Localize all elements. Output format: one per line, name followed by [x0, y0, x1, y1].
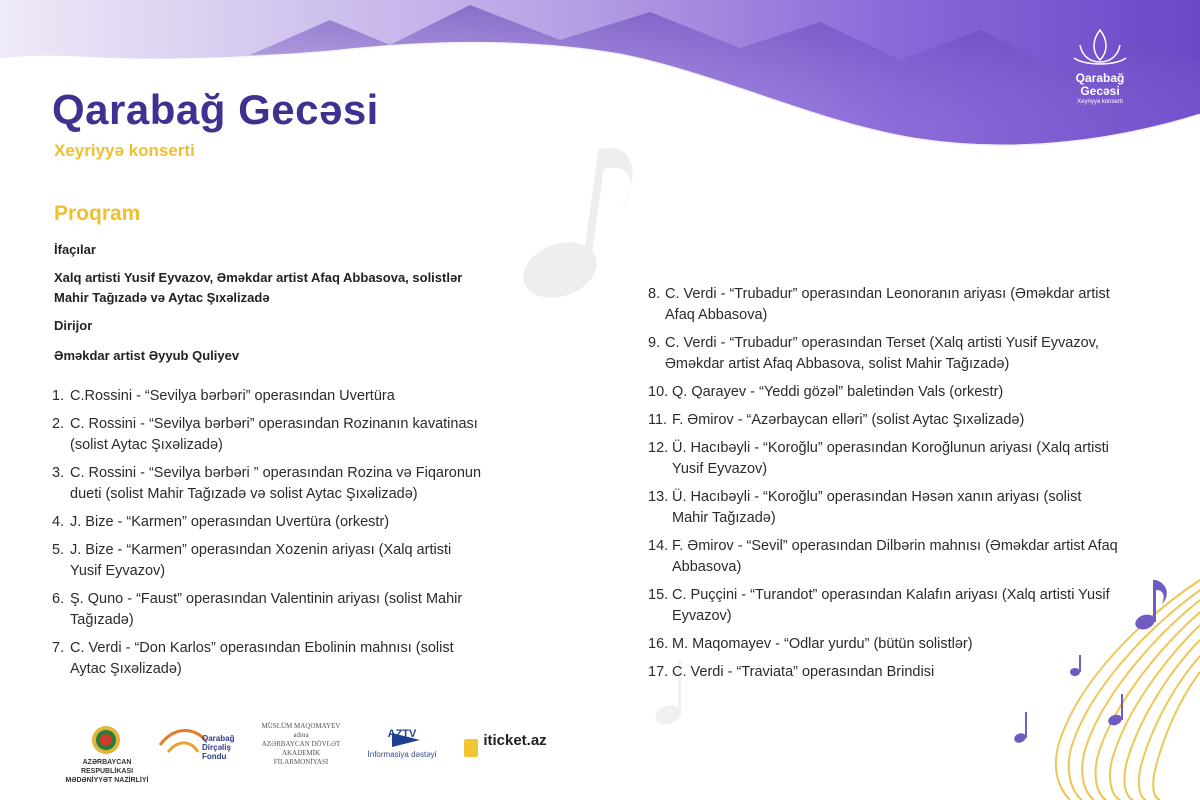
program-heading: Proqram: [54, 202, 141, 225]
brand-logo-line3: Xeyriyyə konserti: [1077, 99, 1123, 105]
performers-label: İfaçılar: [54, 242, 96, 257]
list-item: 6. Ş. Quno - “Faust” operasından Valentinin ariyası (solist Mahir Tağızadə): [52, 591, 463, 628]
conductor-label: Dirijor: [54, 318, 93, 333]
brand-logo-line1: Qarabağ: [1075, 71, 1125, 85]
list-item: 3. C. Rossini - “Sevilya bərbəri ” operasından Rozina və Fiqaronun dueti (solist Mahir Tağızadə və solist Aytac Şıxəlizadə): [52, 465, 482, 502]
list-item: 2. C. Rossini - “Sevilya bərbəri” operasından Rozinanın kavatinası (solist Aytac Şıxəlizadə): [52, 416, 478, 453]
aztv-caption: İnformasiya dəstəyi: [367, 750, 437, 759]
performers-text: Xalq artisti Yusif Eyvazov, Əməkdar artist Afaq Abbasova, solistlər Mahir Tağızadə və Aytac Şıxəlizadə: [54, 270, 463, 305]
list-item: 5. J. Bize - “Karmen” operasından Xozenin ariyası (Xalq artisti Yusif Eyvazov): [52, 542, 452, 579]
list-item: 4. J. Bize - “Karmen” operasından Uvertüra (orkestr): [52, 514, 390, 530]
program-info: [54, 240, 494, 374]
iticket-logo[interactable]: iticket.az: [483, 732, 547, 749]
program-list-left: [52, 386, 482, 687]
list-item: 11. F. Əmirov - “Azərbaycan elləri” (solist Aytac Şıxəlizadə): [648, 412, 1025, 428]
philharmonic-logo: MÜSLÜM MAQOMAYEV adına AZƏRBAYCAN DÖVLƏT AKADEMİK FİLARMONİYASI: [261, 722, 341, 766]
culture-ministry-logo: AZƏRBAYCAN RESPUBLİKASI MƏDƏNİYYƏT NAZİRLİYİ: [65, 759, 149, 784]
sponsor-logos: [60, 722, 560, 786]
music-note-watermark: [515, 148, 632, 307]
list-item: 12. Ü. Hacıbəyli - “Koroğlu” operasından Koroğlunun ariyası (Xalq artisti Yusif Eyvazov): [648, 440, 1109, 477]
page-title: Qarabağ Gecəsi: [52, 86, 379, 133]
list-item: 13. Ü. Hacıbəyli - “Koroğlu” operasından Həsən xanın ariyası (solist Mahir Tağızadə): [648, 489, 1082, 526]
page-subtitle: Xeyriyyə konserti: [54, 141, 195, 160]
list-item: 10. Q. Qarayev - “Yeddi gözəl” baletindən Vals (orkestr): [648, 384, 1004, 400]
list-item: 17. C. Verdi - “Traviata” operasından Brindisi: [648, 664, 935, 680]
list-item: 8. C. Verdi - “Trubadur” operasından Leonoranın ariyası (Əməkdar artist Afaq Abbasova): [648, 286, 1110, 323]
brand-logo: [1060, 72, 1140, 107]
aztv-mark: AZTV: [387, 728, 417, 740]
brand-logo-line2: Gecəsi: [1080, 84, 1120, 98]
conductor-text: Əməkdar artist Əyyub Quliyev: [54, 348, 240, 363]
list-item: 9. C. Verdi - “Trubadur” operasından Terset (Xalq artisti Yusif Eyvazov, Əməkdar artist Afaq Abbasova, solist Mahir Tağızadə): [648, 335, 1099, 372]
list-item: 14. F. Əmirov - “Sevil” operasından Dilbərin mahnısı (Əməkdar artist Afaq Abbasova): [648, 538, 1118, 575]
karabakh-fund-logo: Qarabağ Dirçəliş Fondu: [202, 734, 235, 761]
list-item: 15. C. Puççini - “Turandot” operasından Kalafın ariyası (Xalq artisti Yusif Eyvazov): [648, 587, 1110, 624]
list-item: 7. C. Verdi - “Don Karlos” operasından Ebolinin mahnısı (solist Aytac Şıxəlizadə): [52, 640, 454, 677]
aztv-logo: [360, 730, 444, 759]
program-list-right: [648, 284, 1118, 690]
list-item: 16. M. Maqomayev - “Odlar yurdu” (bütün solistlər): [648, 636, 973, 652]
list-item: 1. C.Rossini - “Sevilya bərbəri” operasından Uvertüra: [52, 388, 395, 404]
